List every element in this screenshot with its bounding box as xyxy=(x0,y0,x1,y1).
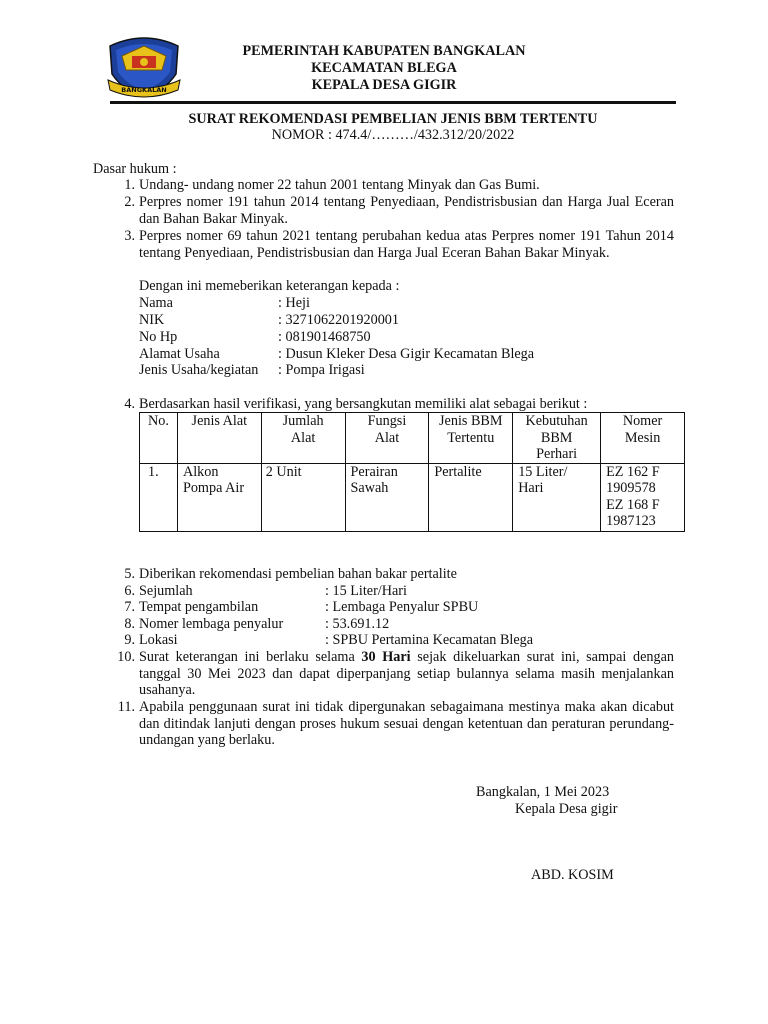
legal-basis-label: Dasar hukum : xyxy=(93,161,177,177)
table-header-cell: Fungsi Alat xyxy=(345,413,429,464)
header-line-government: PEMERINTAH KABUPATEN BANGKALAN xyxy=(242,43,526,59)
signature-place-date: Bangkalan, 1 Mei 2023 xyxy=(476,784,610,800)
list-number: 4. xyxy=(124,396,135,412)
signatory-name: ABD. KOSIM xyxy=(531,867,614,883)
field-label-address: Alamat Usaha xyxy=(139,346,220,362)
list-number: 8. xyxy=(124,616,135,632)
header-line-district: KECAMATAN BLEGA xyxy=(311,60,457,76)
field-label-phone: No Hp xyxy=(139,329,178,345)
list-number: 1. xyxy=(124,177,135,193)
table-header-cell: Jenis Alat xyxy=(177,413,261,464)
table-cell: Perairan Sawah xyxy=(345,463,429,531)
table-cell: EZ 162 F 1909578 EZ 168 F 1987123 xyxy=(601,463,685,531)
field-value-pickup: : Lembaga Penyalur SPBU xyxy=(325,599,479,615)
field-value-address: : Dusun Kleker Desa Gigir Kecamatan Blega xyxy=(278,346,535,362)
field-label-location: Lokasi xyxy=(139,632,178,648)
table-cell: 1. xyxy=(140,463,178,531)
legal-basis-item: Perpres nomer 69 tahun 2021 tentang perubahan kedua atas Perpres nomer 191 Tahun 2014 tentang Penyediaan, Pendistrisbusian dan Harga Jual Eceran Bahan Bakar Minyak. xyxy=(139,228,674,261)
list-number: 9. xyxy=(124,632,135,648)
field-value-nik: : 3271062201920001 xyxy=(278,312,399,328)
field-value-business: : Pompa Irigasi xyxy=(278,362,365,378)
signature-position: Kepala Desa gigir xyxy=(515,801,618,817)
table-header-cell: Jumlah Alat xyxy=(261,413,345,464)
regency-emblem-logo xyxy=(104,34,184,100)
legal-basis-item: Undang- undang nomer 22 tahun 2001 tentang Minyak dan Gas Bumi. xyxy=(139,177,540,193)
table-cell: 15 Liter/ Hari xyxy=(513,463,601,531)
letter-number: NOMOR : 474.4/………/432.312/20/2022 xyxy=(271,127,515,143)
validity-clause: Surat keterangan ini berlaku selama 30 Hari sejak dikeluarkan surat ini, sampai dengan tanggal 30 Mei 2023 dan dapat diperpanjang setiap bulannya selama masih menjalankan usahanya. xyxy=(139,649,674,699)
field-value-amount: : 15 Liter/Hari xyxy=(325,583,407,599)
list-number: 5. xyxy=(124,566,135,582)
table-header-cell: No. xyxy=(140,413,178,464)
field-label-pickup: Tempat pengambilan xyxy=(139,599,259,615)
letter-title: SURAT REKOMENDASI PEMBELIAN JENIS BBM TERTENTU xyxy=(188,111,598,127)
header-line-village: KEPALA DESA GIGIR xyxy=(311,77,457,93)
misuse-clause: Apabila penggunaan surat ini tidak dipergunakan sebagaimana mestinya maka akan dicabut dan ditindak lanjuti dengan proses hukum sesuai dengan ketentuan dan peraturan perundang-undangan yang berlaku. xyxy=(139,699,674,749)
field-label-amount: Sejumlah xyxy=(139,583,193,599)
statement-intro: Dengan ini memeberikan keterangan kepada : xyxy=(139,278,400,294)
table-header-row xyxy=(140,413,685,464)
table-header-cell: Nomer Mesin xyxy=(601,413,685,464)
legal-basis-item: Perpres nomer 191 tahun 2014 tentang Penyediaan, Pendistrisbusian dan Harga Jual Eceran dan Bahan Bakar Minyak. xyxy=(139,194,674,227)
recommendation-text: Diberikan rekomendasi pembelian bahan bakar pertalite xyxy=(139,566,457,582)
table-cell: Alkon Pompa Air xyxy=(177,463,261,531)
table-header-cell: Jenis BBM Tertentu xyxy=(429,413,513,464)
table-cell: Pertalite xyxy=(429,463,513,531)
list-number: 11. xyxy=(117,699,135,715)
list-number: 6. xyxy=(124,583,135,599)
list-number: 3. xyxy=(124,228,135,244)
field-value-location: : SPBU Pertamina Kecamatan Blega xyxy=(325,632,534,648)
field-label-business: Jenis Usaha/kegiatan xyxy=(139,362,259,378)
table-header-cell: Kebutuhan BBM Perhari xyxy=(513,413,601,464)
list-number: 7. xyxy=(124,599,135,615)
equipment-intro: Berdasarkan hasil verifikasi, yang bersangkutan memiliki alat sebagai berikut : xyxy=(139,396,588,412)
logo-ribbon-text: BANGKALAN xyxy=(121,86,167,94)
field-value-name: : Heji xyxy=(278,295,310,311)
field-value-phone: : 081901468750 xyxy=(278,329,371,345)
equipment-table xyxy=(139,412,685,532)
field-value-distributor-number: : 53.691.12 xyxy=(325,616,390,632)
validity-period: 30 Hari xyxy=(361,649,411,665)
field-label-name: Nama xyxy=(139,295,173,311)
header-divider xyxy=(110,101,676,104)
list-number: 10. xyxy=(117,649,135,665)
field-label-distributor-number: Nomer lembaga penyalur xyxy=(139,616,284,632)
field-label-nik: NIK xyxy=(139,312,165,328)
table-row xyxy=(140,463,685,531)
table-cell: 2 Unit xyxy=(261,463,345,531)
list-number: 2. xyxy=(124,194,135,210)
